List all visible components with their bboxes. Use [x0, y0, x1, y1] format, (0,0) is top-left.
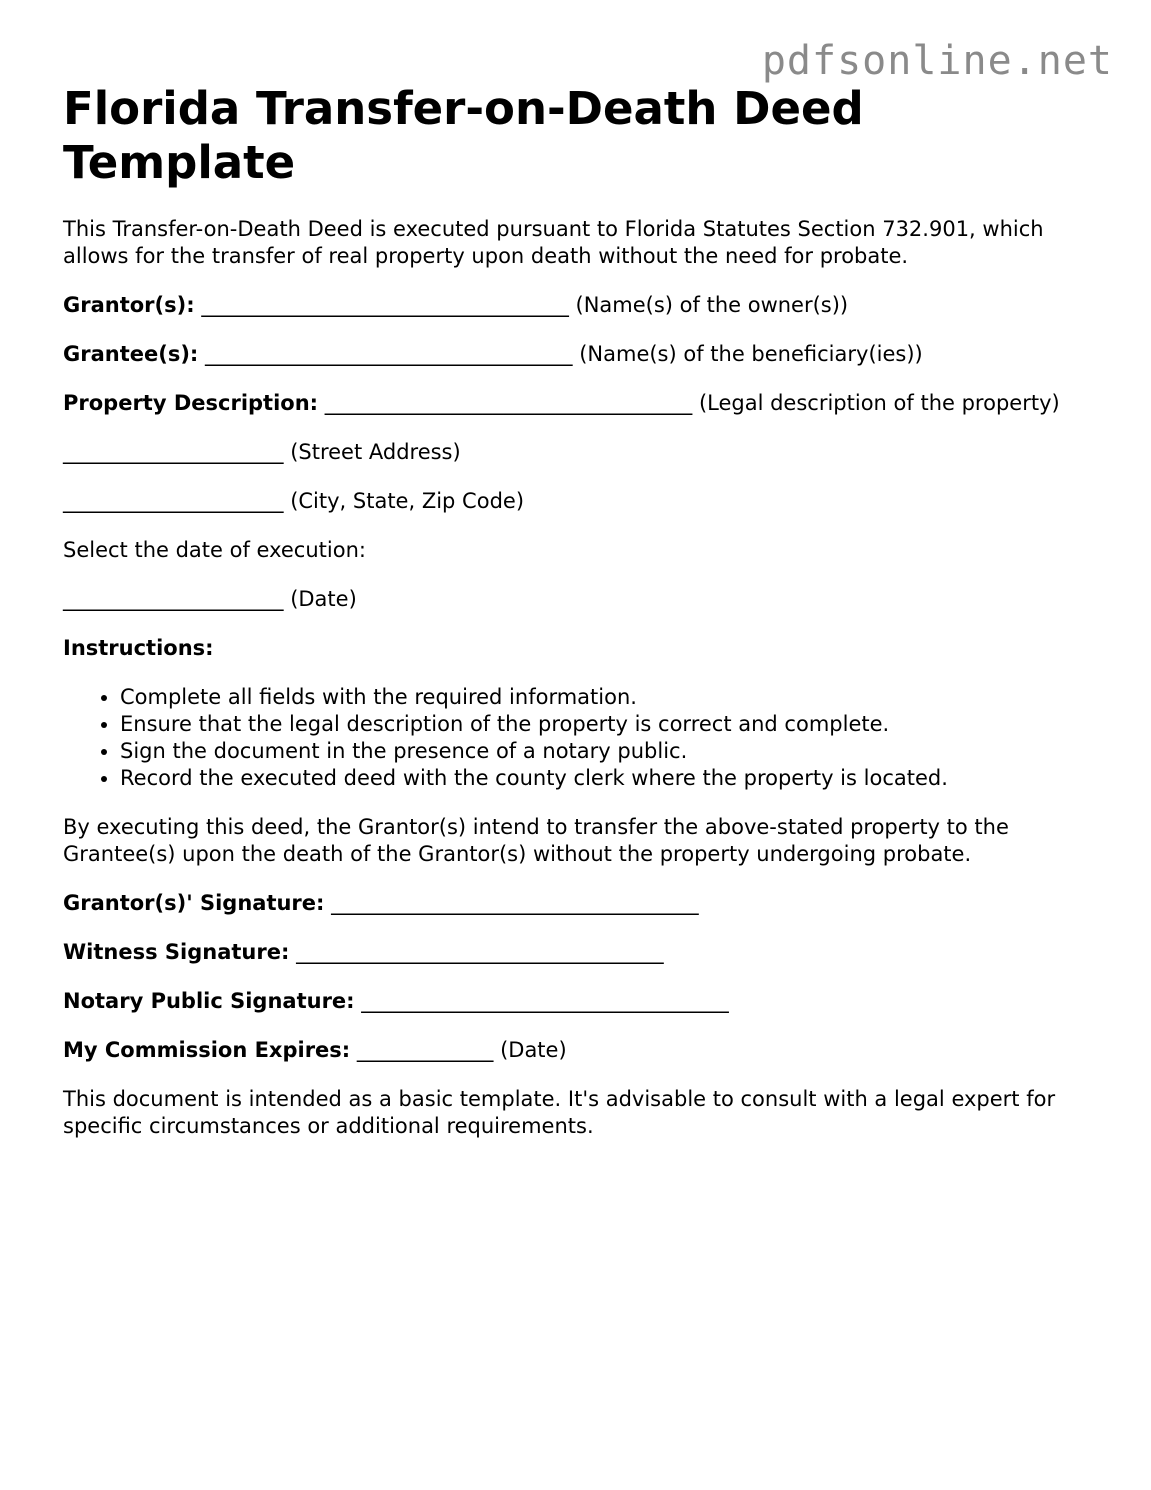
date-prompt: Select the date of execution:: [63, 538, 366, 562]
instructions-list: [63, 684, 1093, 792]
city-hint: (City, State, Zip Code): [290, 489, 525, 513]
instruction-item: • Ensure that the legal description of the property is correct and complete.: [120, 711, 1093, 738]
grantee-label: Grantee(s):: [63, 342, 199, 366]
notary-signature-blank[interactable]: ___________________________________: [361, 989, 729, 1013]
notary-signature-field: [63, 988, 1093, 1015]
witness-signature-label: Witness Signature:: [63, 940, 290, 964]
date-blank[interactable]: _____________________: [63, 587, 284, 611]
grantee-hint: (Name(s) of the beneficiary(ies)): [579, 342, 923, 366]
commission-expires-label: My Commission Expires:: [63, 1038, 351, 1062]
instruction-item: • Sign the document in the presence of a notary public.: [120, 738, 1093, 765]
grantor-signature-label: Grantor(s)' Signature:: [63, 891, 325, 915]
grantor-hint: (Name(s) of the owner(s)): [575, 293, 849, 317]
property-hint: (Legal description of the property): [698, 391, 1060, 415]
grantee-field: [63, 341, 1093, 368]
witness-signature-field: [63, 939, 1093, 966]
instruction-item: • Record the executed deed with the county clerk where the property is located.: [120, 765, 1093, 792]
property-label: Property Description:: [63, 391, 319, 415]
city-blank[interactable]: _____________________: [63, 489, 284, 513]
date-field: [63, 586, 1093, 613]
grantor-field: [63, 292, 1093, 319]
grantor-blank[interactable]: ___________________________________: [201, 293, 569, 317]
statement-paragraph: By executing this deed, the Grantor(s) intend to transfer the above-stated property to the Grantee(s) upon the death of the Grantor(s) without the property undergoing probate.: [63, 815, 1009, 866]
date-hint: (Date): [290, 587, 357, 611]
street-blank[interactable]: _____________________: [63, 440, 284, 464]
property-field: [63, 390, 1093, 417]
intro-paragraph: This Transfer-on-Death Deed is executed pursuant to Florida Statutes Section 732.901, which allows for the transfer of real property upon death without the need for probate.: [63, 217, 1044, 268]
document-title: Florida Transfer-on-Death Deed Template: [63, 82, 864, 189]
document-body: [63, 82, 1093, 1162]
notary-signature-label: Notary Public Signature:: [63, 989, 355, 1013]
witness-signature-blank[interactable]: ___________________________________: [296, 940, 664, 964]
grantor-label: Grantor(s):: [63, 293, 195, 317]
grantor-signature-field: [63, 890, 1093, 917]
instruction-item: • Complete all fields with the required information.: [120, 684, 1093, 711]
commission-expires-hint: (Date): [500, 1038, 567, 1062]
grantor-signature-blank[interactable]: ___________________________________: [331, 891, 699, 915]
street-hint: (Street Address): [290, 440, 461, 464]
property-blank[interactable]: ___________________________________: [324, 391, 693, 415]
watermark: pdfsonline.net: [761, 38, 1113, 84]
instructions-heading: Instructions:: [63, 636, 214, 660]
commission-expires-blank[interactable]: _____________: [356, 1038, 494, 1062]
commission-expires-field: [63, 1037, 1093, 1064]
grantee-blank[interactable]: ___________________________________: [205, 342, 573, 366]
city-field: [63, 488, 1093, 515]
street-field: [63, 439, 1093, 466]
disclaimer-paragraph: This document is intended as a basic template. It's advisable to consult with a legal expert for specific circumstances or additional requirements.: [63, 1087, 1056, 1138]
